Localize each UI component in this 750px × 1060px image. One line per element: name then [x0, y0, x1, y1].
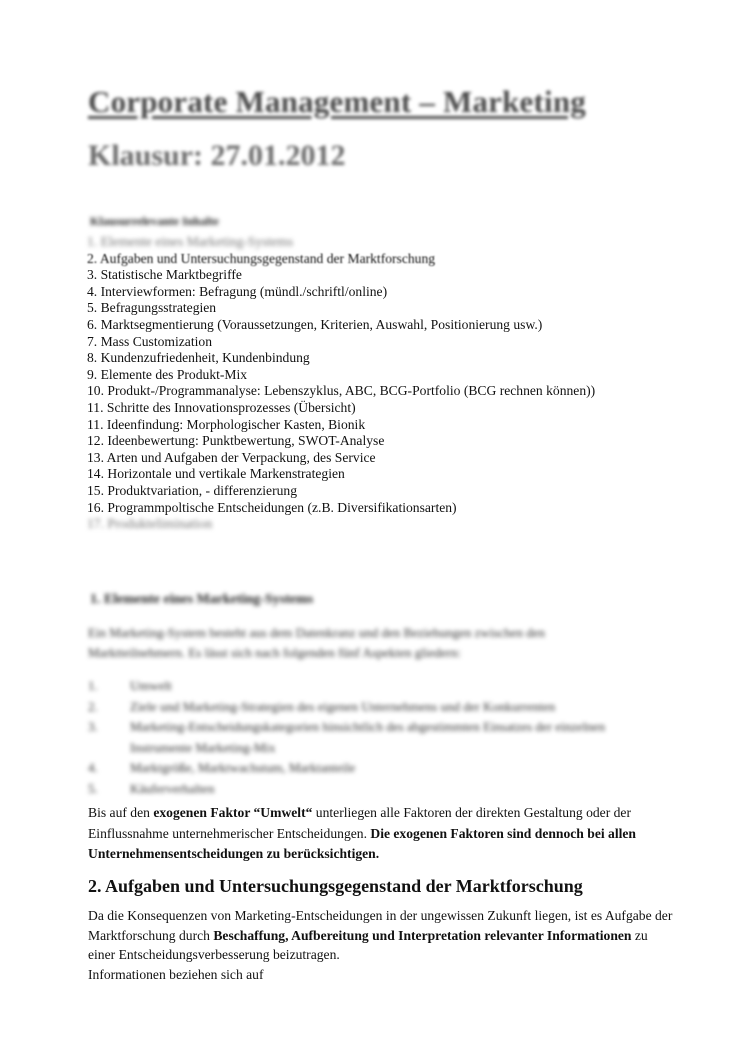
list-number: 2. [88, 698, 98, 714]
document-title: Corporate Management – Marketing [88, 84, 586, 119]
paragraph-text: Bis auf den [88, 805, 154, 820]
list-number: 1. [88, 678, 98, 693]
emphasis-text: exogenen Faktor “Umwelt“ [153, 805, 313, 820]
toc-item: 7. Mass Customization [87, 333, 212, 349]
emphasis-text: Die exogenen Faktoren sind dennoch bei allen Unternehmensentscheidungen zu berücksichtigen. [88, 825, 636, 861]
list-number: 4. [88, 760, 98, 775]
list-item [88, 697, 618, 718]
section-heading: 1. Elemente eines Marketing-Systems [90, 592, 314, 607]
toc-item: 15. Produktvariation, - differenzierung [87, 482, 298, 498]
paragraph-text: Informationen beziehen sich auf [88, 966, 264, 982]
section-intro: Ein Marketing-System besteht aus dem Datenkranz und den Beziehungen zwischen den Marktteilnehmern. Es lässt sich nach folgenden fünf Aspekten gliedern: [88, 625, 546, 660]
toc-item: 12. Ideenbewertung: Punktbewertung, SWOT-Analyse [87, 433, 385, 449]
list-text: Käuferverhalten [130, 780, 215, 796]
toc-item: 13. Arten und Aufgaben der Verpackung, des Service [87, 449, 376, 465]
toc-item: 6. Marktsegmentierung (Voraussetzungen, Kriterien, Auswahl, Positionierung usw.) [87, 316, 543, 332]
toc-item: 17. Produktelimination [87, 516, 213, 532]
paragraph-text: zu einer Entscheidungsverbesserung beizutragen. [88, 927, 648, 962]
toc-item: 1. Elemente eines Marketing-Systems [87, 234, 294, 249]
list-text: Marktgröße, Marktwachstum, Marktanteile [130, 760, 356, 775]
list-text: Marketing-Entscheidungskategorien hinsichtlich des abgestimmten Einsatzes der einzelnen Instrumente Marketing-Mix [130, 719, 606, 755]
toc-item: 3. Statistische Marktbegriffe [87, 267, 242, 283]
toc-item: 11. Ideenfindung: Morphologischer Kasten, Bionik [87, 416, 366, 432]
document-subtitle: Klausur: 27.01.2012 [88, 139, 346, 172]
list-item [88, 758, 618, 779]
toc-item: 14. Horizontale und vertikale Markenstrategien [87, 466, 345, 482]
toc-item: 4. Interviewformen: Befragung (mündl./schriftl/online) [87, 283, 388, 299]
toc-heading: Klausurrelevante Inhalte [90, 214, 219, 228]
section-paragraph [88, 803, 678, 865]
section-paragraph [88, 906, 678, 984]
toc-item: 16. Programmpoltische Entscheidungen (z.B. Diversifikationsarten) [87, 499, 457, 515]
list-number: 5. [88, 780, 98, 796]
list-item [88, 717, 618, 758]
list-item [88, 676, 618, 697]
paragraph-text: Da die Konsequenzen von Marketing-Entscheidungen in der ungewissen Zukunft liegen, ist es Aufgabe der Marktforschung durch [88, 908, 673, 943]
table-of-contents [87, 234, 595, 533]
toc-item: 5. Befragungsstrategien [87, 300, 217, 316]
toc-item: 10. Produkt-/Programmanalyse: Lebenszyklus, ABC, BCG-Portfolio (BCG rechnen können)) [87, 383, 596, 399]
emphasis-text: Beschaffung, Aufbereitung und Interpretation relevanter Informationen [213, 927, 632, 943]
toc-item: 11. Schritte des Innovationsprozesses (Übersicht) [87, 399, 356, 415]
section-heading: 2. Aufgaben und Untersuchungsgegenstand der Marktforschung [88, 876, 583, 896]
element-list [88, 676, 618, 799]
list-text: Ziele und Marketing-Strategien des eigenen Unternehmens und der Konkurrenten [130, 698, 556, 714]
toc-item: 2. Aufgaben und Untersuchungsgegenstand der Marktforschung [87, 250, 436, 266]
toc-item: 8. Kundenzufriedenheit, Kundenbindung [87, 350, 310, 366]
toc-item: 9. Elemente des Produkt-Mix [87, 366, 248, 382]
list-item [88, 779, 618, 800]
list-text: Umwelt [130, 678, 172, 693]
paragraph-text: unterliegen alle Faktoren der direkten Gestaltung oder der Einflussnahme unternehmerischer Entscheidungen. [88, 805, 631, 841]
list-number: 3. [88, 719, 98, 734]
